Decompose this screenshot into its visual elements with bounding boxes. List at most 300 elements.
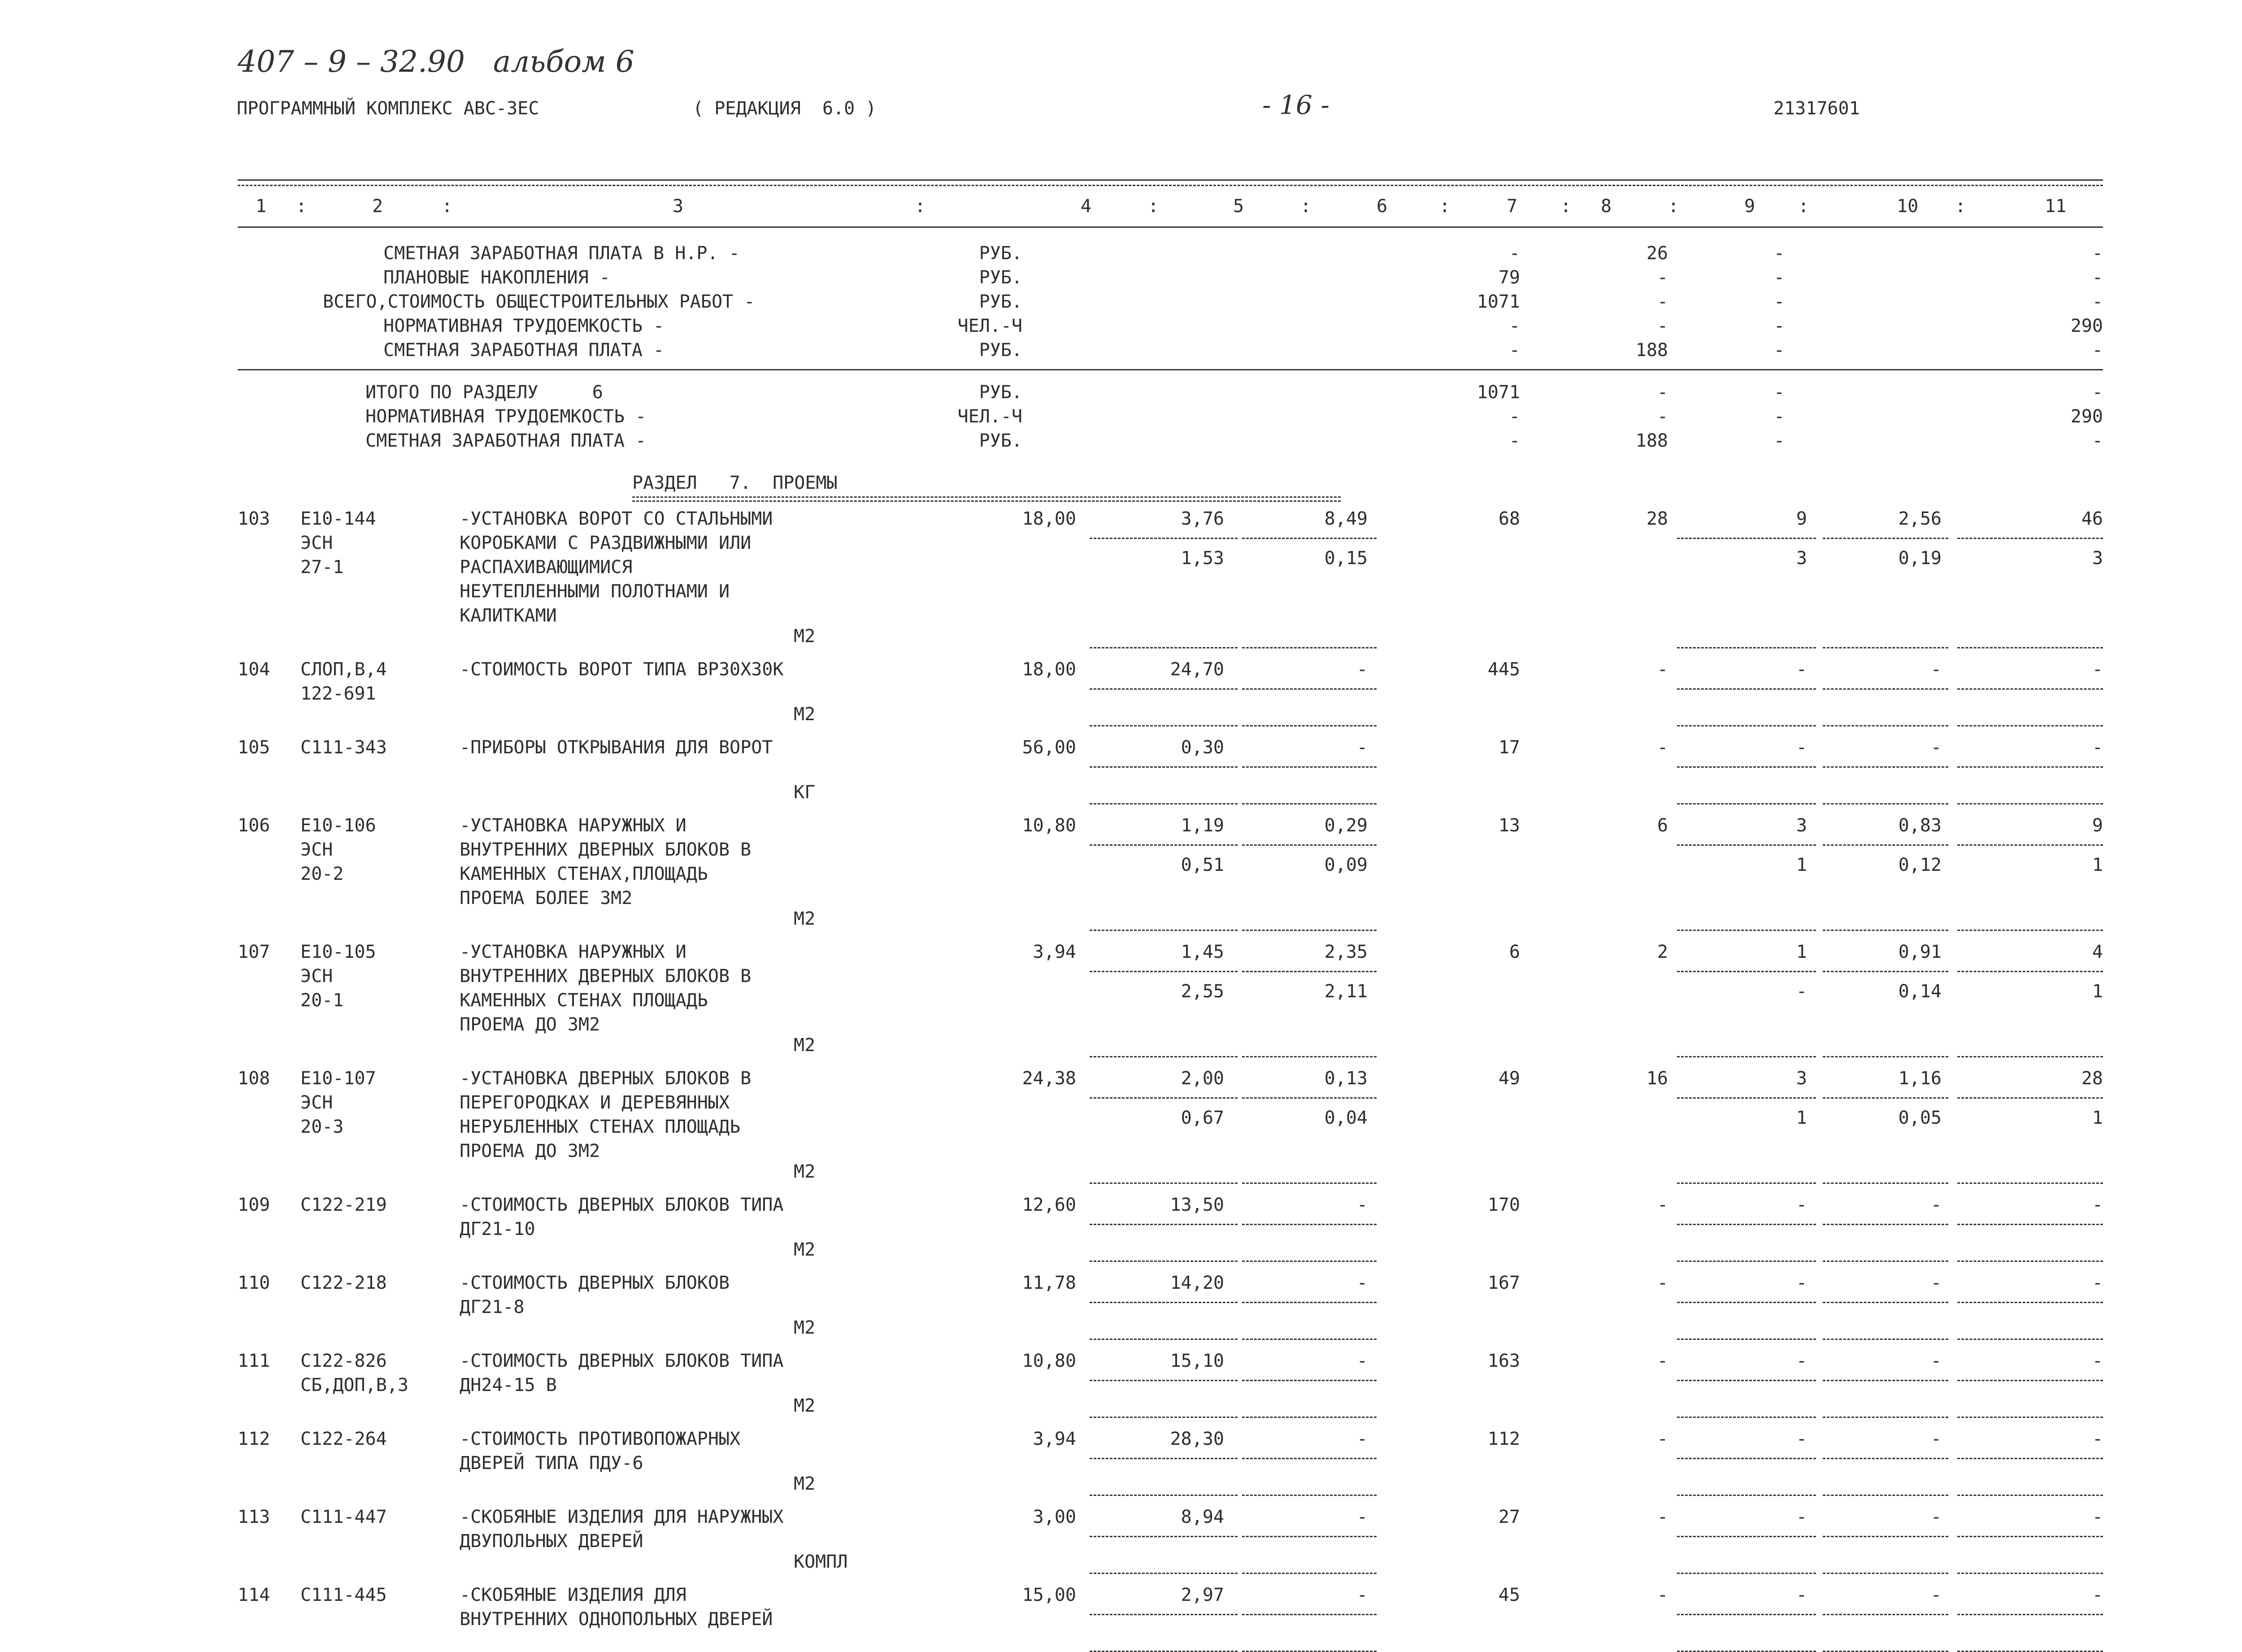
item-code: ЭСН: [300, 839, 333, 860]
item-number: 108: [238, 1068, 270, 1089]
summary-col8: -: [1657, 291, 1668, 312]
section-total-col9: -: [1773, 430, 1785, 451]
fraction-rule: [1677, 1097, 1816, 1099]
fraction-rule: [1090, 1224, 1238, 1225]
row-rule: [1957, 803, 2103, 804]
item-description: ДВЕРЕЙ ТИПА ПДУ-6: [460, 1453, 643, 1474]
item-machine-cost: -: [1356, 659, 1368, 680]
summary-unit: РУБ.: [979, 291, 1022, 312]
item-quantity: 10,80: [1022, 1351, 1076, 1371]
fraction-rule: [1823, 1380, 1948, 1381]
item-unit: КГ: [794, 782, 816, 803]
item-col9: -: [1796, 737, 1807, 758]
item-number: 111: [238, 1351, 270, 1371]
item-col9-lower: 3: [1796, 548, 1807, 569]
row-rule: [1677, 803, 1816, 804]
section-total-label: ИТОГО ПО РАЗДЕЛУ 6: [365, 382, 603, 403]
summary-col7: -: [1509, 340, 1520, 361]
item-wage-cost: -: [1657, 737, 1668, 758]
section-heading: РАЗДЕЛ 7. ПРОЕМЫ: [632, 473, 838, 493]
item-labor-rate: -: [1930, 737, 1942, 758]
section-total-label: СМЕТНАЯ ЗАРАБОТНАЯ ПЛАТА -: [365, 430, 647, 451]
summary-col9: -: [1773, 291, 1785, 312]
item-unit-price: 28,30: [1170, 1429, 1224, 1449]
row-rule: [1242, 1573, 1377, 1574]
item-wage-cost: -: [1657, 1273, 1668, 1293]
fraction-rule: [1677, 766, 1816, 768]
summary-col11: -: [2092, 340, 2103, 361]
item-machine-cost: 2,35: [1324, 942, 1368, 962]
header-bottom-rule: [238, 226, 2103, 228]
item-description: -УСТАНОВКА ДВЕРНЫХ БЛОКОВ В: [460, 1068, 752, 1089]
item-quantity: 15,00: [1022, 1585, 1076, 1605]
fraction-rule: [1823, 688, 1948, 690]
item-machine-cost-lower: 0,04: [1324, 1108, 1368, 1128]
fraction-rule: [1090, 1536, 1238, 1537]
summary-col11: 290: [2070, 316, 2103, 336]
item-labor-rate-lower: 0,14: [1898, 981, 1942, 1002]
fraction-rule: [1957, 1302, 2103, 1303]
summary-col9: -: [1773, 340, 1785, 361]
fraction-rule: [1677, 1302, 1816, 1303]
fraction-rule: [1090, 1380, 1238, 1381]
fraction-rule: [1677, 1224, 1816, 1225]
item-machine-cost: -: [1356, 1195, 1368, 1215]
summary-col11: -: [2092, 291, 2103, 312]
item-code: С111-445: [300, 1585, 387, 1605]
item-quantity: 18,00: [1022, 659, 1076, 680]
column-header-cell: 2: [372, 196, 383, 217]
row-rule: [1242, 1417, 1377, 1418]
fraction-rule: [1242, 1224, 1377, 1225]
item-total-cost: 112: [1487, 1429, 1520, 1449]
item-description: -ПРИБОРЫ ОТКРЫВАНИЯ ДЛЯ ВОРОТ: [460, 737, 773, 758]
row-rule: [1957, 1182, 2103, 1184]
item-quantity: 3,94: [1033, 1429, 1076, 1449]
row-rule: [1242, 1056, 1377, 1057]
row-rule: [1677, 1056, 1816, 1057]
row-rule: [1823, 1182, 1948, 1184]
fraction-rule: [1823, 1536, 1948, 1537]
fraction-rule: [1242, 1458, 1377, 1459]
item-col9: -: [1796, 1273, 1807, 1293]
item-description: ДГ21-8: [460, 1297, 525, 1317]
fraction-rule: [1677, 538, 1816, 539]
item-wage-cost: -: [1657, 1585, 1668, 1605]
item-labor-total: -: [2092, 1585, 2103, 1605]
item-unit-price: 24,70: [1170, 659, 1224, 680]
row-rule: [1090, 1339, 1238, 1340]
item-total-cost: 6: [1509, 942, 1520, 962]
item-number: 110: [238, 1273, 270, 1293]
row-rule: [1677, 930, 1816, 931]
item-col9: -: [1796, 1195, 1807, 1215]
item-wage-cost: -: [1657, 1195, 1668, 1215]
item-code: СЛОП,В,4: [300, 659, 387, 680]
item-code: С122-264: [300, 1429, 387, 1449]
row-rule: [1242, 1339, 1377, 1340]
row-rule: [1090, 725, 1238, 726]
fraction-rule: [1090, 766, 1238, 768]
item-description: КАМЕННЫХ СТЕНАХ ПЛОЩАДЬ: [460, 990, 708, 1011]
fraction-rule: [1677, 1458, 1816, 1459]
item-wage-cost: 28: [1646, 509, 1668, 529]
row-rule: [1090, 1056, 1238, 1057]
item-code: Е10-105: [300, 942, 376, 962]
item-machine-cost: -: [1356, 1585, 1368, 1605]
item-code: СБ,ДОП,В,3: [300, 1375, 408, 1396]
item-quantity: 10,80: [1022, 815, 1076, 836]
summary-col7: 79: [1498, 267, 1520, 288]
fraction-rule: [1242, 1097, 1377, 1099]
summary-unit: ЧЕЛ.-Ч: [957, 316, 1022, 336]
item-number: 104: [238, 659, 270, 680]
row-rule: [1957, 1495, 2103, 1496]
item-col9-lower: 1: [1796, 855, 1807, 875]
row-rule: [1823, 1339, 1948, 1340]
summary-bottom-rule: [238, 369, 2103, 370]
fraction-rule: [1957, 1536, 2103, 1537]
item-machine-cost-lower: 2,11: [1324, 981, 1368, 1002]
item-description: -УСТАНОВКА ВОРОТ СО СТАЛЬНЫМИ: [460, 509, 773, 529]
fraction-rule: [1242, 971, 1377, 972]
item-unit: М2: [794, 1239, 816, 1260]
section-total-col8: 188: [1635, 430, 1668, 451]
item-labor-total: 4: [2092, 942, 2103, 962]
row-rule: [1242, 803, 1377, 804]
item-description: ПЕРЕГОРОДКАХ И ДЕРЕВЯННЫХ: [460, 1092, 730, 1113]
item-number: 109: [238, 1195, 270, 1215]
item-quantity: 12,60: [1022, 1195, 1076, 1215]
item-labor-rate: 1,16: [1898, 1068, 1942, 1089]
row-rule: [1090, 1261, 1238, 1262]
item-unit: М2: [794, 1317, 816, 1338]
fraction-rule: [1677, 688, 1816, 690]
fraction-rule: [1957, 538, 2103, 539]
summary-unit: РУБ.: [979, 243, 1022, 264]
item-machine-cost-lower: 0,15: [1324, 548, 1368, 569]
item-quantity: 24,38: [1022, 1068, 1076, 1089]
item-machine-cost-lower: 0,09: [1324, 855, 1368, 875]
item-labor-rate: -: [1930, 659, 1942, 680]
item-code: С111-343: [300, 737, 387, 758]
row-rule: [1677, 1261, 1816, 1262]
item-labor-total: -: [2092, 1195, 2103, 1215]
table-top-rule-2: [238, 185, 2103, 186]
item-unit-price: 8,94: [1181, 1507, 1224, 1527]
row-rule: [1823, 1495, 1948, 1496]
summary-col8: 188: [1635, 340, 1668, 361]
item-description: ВНУТРЕННИХ ДВЕРНЫХ БЛОКОВ В: [460, 966, 752, 987]
item-description: ПРОЕМА ДО 3М2: [460, 1014, 600, 1035]
row-rule: [1090, 930, 1238, 931]
item-unit-price: 15,10: [1170, 1351, 1224, 1371]
row-rule: [1242, 1261, 1377, 1262]
fraction-rule: [1957, 844, 2103, 846]
program-title: ПРОГРАММНЫЙ КОМПЛЕКС АВС-3ЕС: [237, 98, 539, 119]
fraction-rule: [1957, 1224, 2103, 1225]
item-unit: М2: [794, 626, 816, 647]
item-labor-rate: -: [1930, 1585, 1942, 1605]
item-labor-total-lower: 3: [2092, 548, 2103, 569]
page-number: - 16 -: [1262, 90, 1330, 120]
row-rule: [1823, 1056, 1948, 1057]
item-description: ДН24-15 В: [460, 1375, 557, 1396]
item-description: НЕРУБЛЕННЫХ СТЕНАХ ПЛОЩАДЬ: [460, 1117, 741, 1137]
item-unit: М2: [794, 704, 816, 725]
column-header-cell: 5: [1233, 196, 1244, 217]
fraction-rule: [1090, 1614, 1238, 1615]
item-total-cost: 167: [1487, 1273, 1520, 1293]
fraction-rule: [1957, 766, 2103, 768]
fraction-rule: [1823, 844, 1948, 846]
item-unit: М2: [794, 1161, 816, 1182]
item-col9-lower: -: [1796, 981, 1807, 1002]
row-rule: [1957, 1261, 2103, 1262]
item-total-cost: 13: [1498, 815, 1520, 836]
fraction-rule: [1823, 1097, 1948, 1099]
item-code: С122-826: [300, 1351, 387, 1371]
fraction-rule: [1242, 1380, 1377, 1381]
row-rule: [1677, 647, 1816, 648]
row-rule: [1823, 1261, 1948, 1262]
fraction-rule: [1823, 1458, 1948, 1459]
item-unit-price: 13,50: [1170, 1195, 1224, 1215]
item-labor-rate: -: [1930, 1429, 1942, 1449]
item-code: Е10-106: [300, 815, 376, 836]
item-unit-price: 1,19: [1181, 815, 1224, 836]
row-rule: [1090, 803, 1238, 804]
item-wage-cost: -: [1657, 659, 1668, 680]
row-rule: [1957, 725, 2103, 726]
summary-col7: 1071: [1477, 291, 1520, 312]
item-labor-total-lower: 1: [2092, 981, 2103, 1002]
item-col9: -: [1796, 1351, 1807, 1371]
item-labor-rate: -: [1930, 1507, 1942, 1527]
item-description: ДВУПОЛЬНЫХ ДВЕРЕЙ: [460, 1531, 643, 1552]
item-unit-price-lower: 0,51: [1181, 855, 1224, 875]
row-rule: [1090, 1417, 1238, 1418]
item-code: 27-1: [300, 557, 344, 578]
item-labor-total-lower: 1: [2092, 1108, 2103, 1128]
column-header-cell: :: [1668, 196, 1679, 217]
fraction-rule: [1823, 1614, 1948, 1615]
section-total-label: НОРМАТИВНАЯ ТРУДОЕМКОСТЬ -: [365, 406, 647, 427]
fraction-rule: [1090, 971, 1238, 972]
item-description: НЕУТЕПЛЕННЫМИ ПОЛОТНАМИ И: [460, 581, 730, 602]
row-rule: [1823, 1417, 1948, 1418]
section-total-col7: -: [1509, 406, 1520, 427]
item-col9: 3: [1796, 1068, 1807, 1089]
item-labor-rate: 0,83: [1898, 815, 1942, 836]
column-header-cell: :: [1300, 196, 1312, 217]
row-rule: [1957, 647, 2103, 648]
item-labor-total: -: [2092, 1351, 2103, 1371]
summary-col11: -: [2092, 243, 2103, 264]
item-labor-total-lower: 1: [2092, 855, 2103, 875]
summary-col8: 26: [1646, 243, 1668, 264]
handwritten-album-number: 407 – 9 – 32.90 альбом 6: [238, 44, 634, 79]
fraction-rule: [1242, 688, 1377, 690]
row-rule: [1242, 1182, 1377, 1184]
item-description: -СТОИМОСТЬ ДВЕРНЫХ БЛОКОВ ТИПА: [460, 1351, 784, 1371]
item-code: 122-691: [300, 683, 376, 704]
row-rule: [1242, 930, 1377, 931]
item-labor-rate-lower: 0,05: [1898, 1108, 1942, 1128]
section-total-col9: -: [1773, 406, 1785, 427]
row-rule: [1677, 1417, 1816, 1418]
item-machine-cost: -: [1356, 1507, 1368, 1527]
summary-label: СМЕТНАЯ ЗАРАБОТНАЯ ПЛАТА В Н.Р. -: [383, 243, 740, 264]
row-rule: [1677, 1495, 1816, 1496]
item-unit: М2: [794, 909, 816, 929]
row-rule: [1957, 1339, 2103, 1340]
item-col9: 1: [1796, 942, 1807, 962]
item-code: С111-447: [300, 1507, 387, 1527]
item-wage-cost: -: [1657, 1351, 1668, 1371]
row-rule: [1957, 930, 2103, 931]
column-header-cell: 10: [1897, 196, 1919, 217]
row-rule: [1242, 1495, 1377, 1496]
summary-col9: -: [1773, 243, 1785, 264]
item-unit: КОМПЛ: [794, 1552, 848, 1572]
section-total-col11: -: [2092, 382, 2103, 403]
item-number: 113: [238, 1507, 270, 1527]
section-total-col9: -: [1773, 382, 1785, 403]
section-total-col7: 1071: [1477, 382, 1520, 403]
fraction-rule: [1242, 844, 1377, 846]
column-header-cell: 9: [1744, 196, 1755, 217]
item-description: ПРОЕМА БОЛЕЕ 3М2: [460, 888, 633, 909]
column-header-cell: :: [1148, 196, 1159, 217]
fraction-rule: [1090, 844, 1238, 846]
fraction-rule: [1823, 538, 1948, 539]
item-total-cost: 27: [1498, 1507, 1520, 1527]
item-unit-price: 2,97: [1181, 1585, 1224, 1605]
item-description: КОРОБКАМИ С РАЗДВИЖНЫМИ ИЛИ: [460, 533, 752, 553]
row-rule: [1677, 1339, 1816, 1340]
item-description: -СКОБЯНЫЕ ИЗДЕЛИЯ ДЛЯ НАРУЖНЫХ: [460, 1507, 784, 1527]
item-description: -УСТАНОВКА НАРУЖНЫХ И: [460, 942, 687, 962]
item-col9: 9: [1796, 509, 1807, 529]
column-header-cell: :: [296, 196, 307, 217]
item-labor-rate: -: [1930, 1351, 1942, 1371]
item-description: -СТОИМОСТЬ ДВЕРНЫХ БЛОКОВ: [460, 1273, 730, 1293]
summary-label: ПЛАНОВЫЕ НАКОПЛЕНИЯ -: [383, 267, 610, 288]
fraction-rule: [1090, 1458, 1238, 1459]
fraction-rule: [1677, 844, 1816, 846]
summary-label: СМЕТНАЯ ЗАРАБОТНАЯ ПЛАТА -: [383, 340, 665, 361]
item-machine-cost: -: [1356, 1351, 1368, 1371]
item-labor-total: 9: [2092, 815, 2103, 836]
item-unit-price: 3,76: [1181, 509, 1224, 529]
item-wage-cost: -: [1657, 1507, 1668, 1527]
item-description: ВНУТРЕННИХ ОДНОПОЛЬНЫХ ДВЕРЕЙ: [460, 1609, 773, 1630]
section-total-unit: ЧЕЛ.-Ч: [957, 406, 1022, 427]
item-quantity: 18,00: [1022, 509, 1076, 529]
fraction-rule: [1823, 971, 1948, 972]
item-machine-cost: 0,13: [1324, 1068, 1368, 1089]
section-total-unit: РУБ.: [979, 382, 1022, 403]
item-machine-cost: 0,29: [1324, 815, 1368, 836]
section-total-unit: РУБ.: [979, 430, 1022, 451]
item-number: 103: [238, 509, 270, 529]
item-unit-price: 0,30: [1181, 737, 1224, 758]
item-machine-cost: -: [1356, 1429, 1368, 1449]
column-header-cell: :: [442, 196, 453, 217]
item-total-cost: 68: [1498, 509, 1520, 529]
item-col9: -: [1796, 1429, 1807, 1449]
fraction-rule: [1677, 1380, 1816, 1381]
item-quantity: 56,00: [1022, 737, 1076, 758]
row-rule: [1823, 1573, 1948, 1574]
item-unit-price: 1,45: [1181, 942, 1224, 962]
column-header-cell: 7: [1507, 196, 1518, 217]
item-labor-total: -: [2092, 1429, 2103, 1449]
item-number: 112: [238, 1429, 270, 1449]
summary-col8: -: [1657, 316, 1668, 336]
item-description: РАСПАХИВАЮЩИМИСЯ: [460, 557, 633, 578]
item-quantity: 11,78: [1022, 1273, 1076, 1293]
summary-unit: РУБ.: [979, 267, 1022, 288]
row-rule: [1957, 1573, 2103, 1574]
summary-col9: -: [1773, 267, 1785, 288]
item-description: КАЛИТКАМИ: [460, 605, 557, 626]
fraction-rule: [1677, 1614, 1816, 1615]
item-unit: М2: [794, 1396, 816, 1416]
item-labor-total: -: [2092, 1507, 2103, 1527]
item-total-cost: 49: [1498, 1068, 1520, 1089]
fraction-rule: [1957, 1380, 2103, 1381]
item-code: 20-3: [300, 1117, 344, 1137]
column-header-cell: 6: [1377, 196, 1388, 217]
row-rule: [1090, 1182, 1238, 1184]
column-header-cell: :: [1798, 196, 1809, 217]
row-rule: [1823, 725, 1948, 726]
summary-label: НОРМАТИВНАЯ ТРУДОЕМКОСТЬ -: [383, 316, 665, 336]
section-total-col8: -: [1657, 406, 1668, 427]
column-header-cell: :: [1560, 196, 1572, 217]
item-unit-price: 14,20: [1170, 1273, 1224, 1293]
fraction-rule: [1957, 1458, 2103, 1459]
item-total-cost: 163: [1487, 1351, 1520, 1371]
item-code: 20-2: [300, 864, 344, 884]
fraction-rule: [1242, 1536, 1377, 1537]
section-total-col8: -: [1657, 382, 1668, 403]
item-labor-total: -: [2092, 659, 2103, 680]
item-description: -СТОИМОСТЬ ДВЕРНЫХ БЛОКОВ ТИПА: [460, 1195, 784, 1215]
item-quantity: 3,00: [1033, 1507, 1076, 1527]
column-header-cell: 3: [673, 196, 684, 217]
item-total-cost: 170: [1487, 1195, 1520, 1215]
item-unit-price-lower: 0,67: [1181, 1108, 1224, 1128]
section-total-col11: 290: [2070, 406, 2103, 427]
fraction-rule: [1823, 1302, 1948, 1303]
row-rule: [1957, 1056, 2103, 1057]
column-header-cell: 11: [2045, 196, 2067, 217]
item-wage-cost: -: [1657, 1429, 1668, 1449]
item-code: ЭСН: [300, 966, 333, 987]
item-code: С122-219: [300, 1195, 387, 1215]
row-rule: [1677, 725, 1816, 726]
fraction-rule: [1242, 766, 1377, 768]
fraction-rule: [1823, 1224, 1948, 1225]
fraction-rule: [1242, 1614, 1377, 1615]
item-code: 20-1: [300, 990, 344, 1011]
row-rule: [1823, 930, 1948, 931]
fraction-rule: [1957, 688, 2103, 690]
column-header-cell: 8: [1601, 196, 1612, 217]
